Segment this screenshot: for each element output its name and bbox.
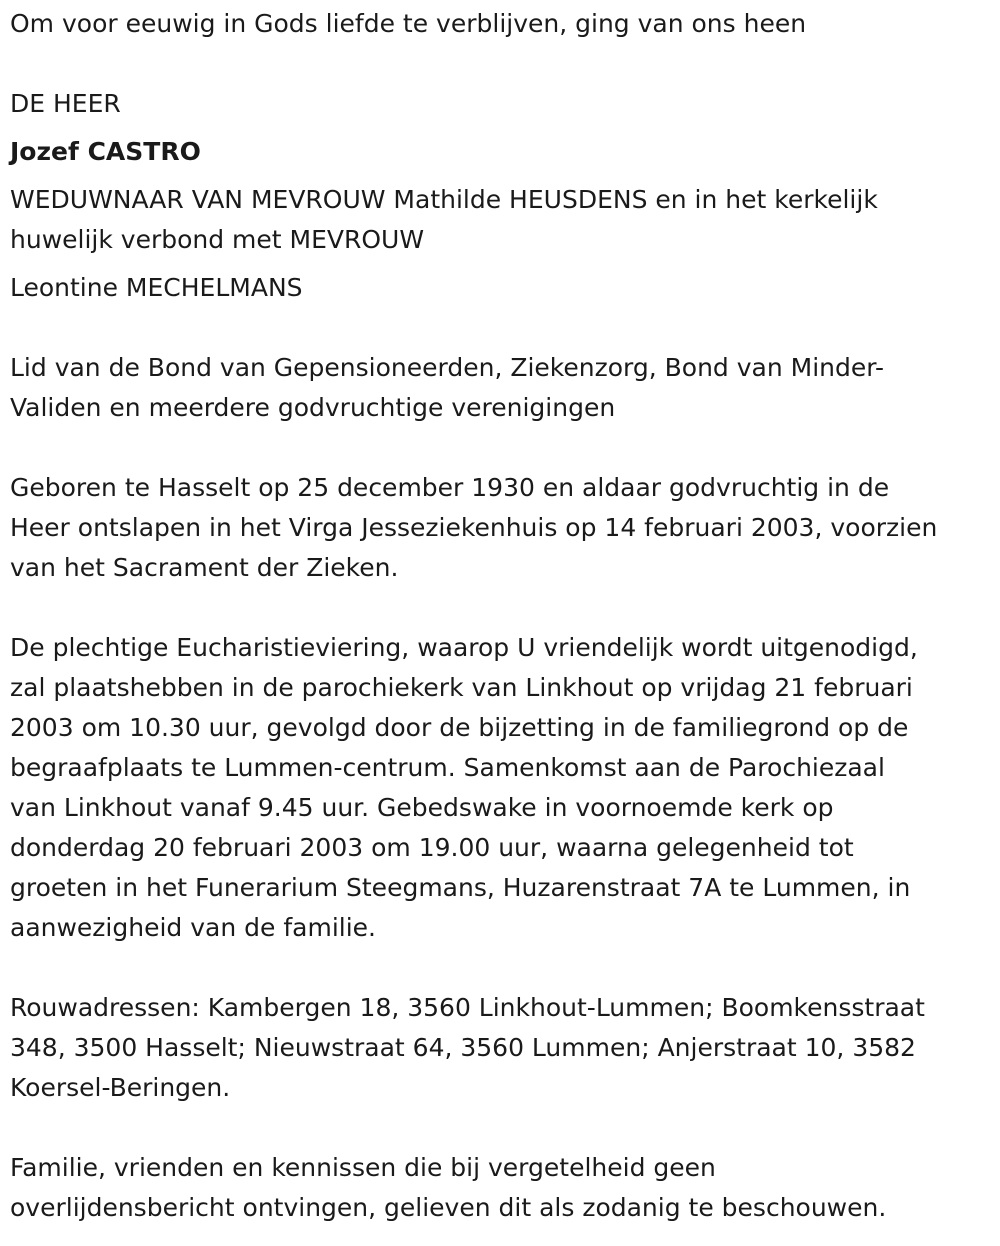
spouse-paragraph: [10, 180, 990, 260]
closing-paragraph: [10, 1148, 990, 1228]
memberships-paragraph: [10, 348, 990, 428]
intro-text: Om voor eeuwig in Gods liefde te verblijven, ging van ons heen: [10, 9, 807, 38]
spacer: [10, 1108, 990, 1148]
service-line: begraafplaats te Lummen-centrum. Samenkomst aan de Parochiezaal: [10, 753, 885, 782]
service-paragraph: [10, 628, 990, 948]
spouse-line: huwelijk verbond met MEVROUW: [10, 225, 425, 254]
spouse-line: WEDUWNAAR VAN MEVROUW Mathilde HEUSDENS en in het kerkelijk: [10, 185, 878, 214]
birth-death-line: Geboren te Hasselt op 25 december 1930 en aldaar godvruchtig in de: [10, 473, 890, 502]
birth-death-paragraph: [10, 468, 990, 588]
addresses-line: Rouwadressen: Kambergen 18, 3560 Linkhout-Lummen; Boomkensstraat: [10, 993, 925, 1022]
addresses-paragraph: [10, 988, 990, 1108]
closing-line: overlijdensbericht ontvingen, gelieven dit als zodanig te beschouwen.: [10, 1193, 887, 1222]
memberships-line: Lid van de Bond van Gepensioneerden, Ziekenzorg, Bond van Minder-: [10, 353, 884, 382]
honorific: DE HEER: [10, 89, 121, 118]
service-line: zal plaatshebben in de parochiekerk van Linkhout op vrijdag 21 februari: [10, 673, 913, 702]
spacer: [10, 948, 990, 988]
service-line: groeten in het Funerarium Steegmans, Huzarenstraat 7A te Lummen, in: [10, 873, 911, 902]
addresses-line: 348, 3500 Hasselt; Nieuwstraat 64, 3560 Lummen; Anjerstraat 10, 3582: [10, 1033, 916, 1062]
service-line: De plechtige Eucharistieviering, waarop U vriendelijk wordt uitgenodigd,: [10, 633, 918, 662]
service-line: aanwezigheid van de familie.: [10, 913, 376, 942]
spacer: [10, 588, 990, 628]
deceased-name: Jozef CASTRO: [10, 137, 201, 166]
second-spouse-name: Leontine MECHELMANS: [10, 273, 303, 302]
memberships-line: Validen en meerdere godvruchtige verenigingen: [10, 393, 616, 422]
service-line: 2003 om 10.30 uur, gevolgd door de bijzetting in de familiegrond op de: [10, 713, 909, 742]
closing-line: Familie, vrienden en kennissen die bij vergetelheid geen: [10, 1153, 716, 1182]
addresses-line: Koersel-Beringen.: [10, 1073, 231, 1102]
service-line: donderdag 20 februari 2003 om 19.00 uur, waarna gelegenheid tot: [10, 833, 854, 862]
service-line: van Linkhout vanaf 9.45 uur. Gebedswake in voornoemde kerk op: [10, 793, 834, 822]
birth-death-line: Heer ontslapen in het Virga Jesseziekenhuis op 14 februari 2003, voorzien: [10, 513, 938, 542]
spacer: [10, 44, 990, 84]
spacer: [10, 428, 990, 468]
birth-death-line: van het Sacrament der Zieken.: [10, 553, 399, 582]
spacer: [10, 308, 990, 348]
